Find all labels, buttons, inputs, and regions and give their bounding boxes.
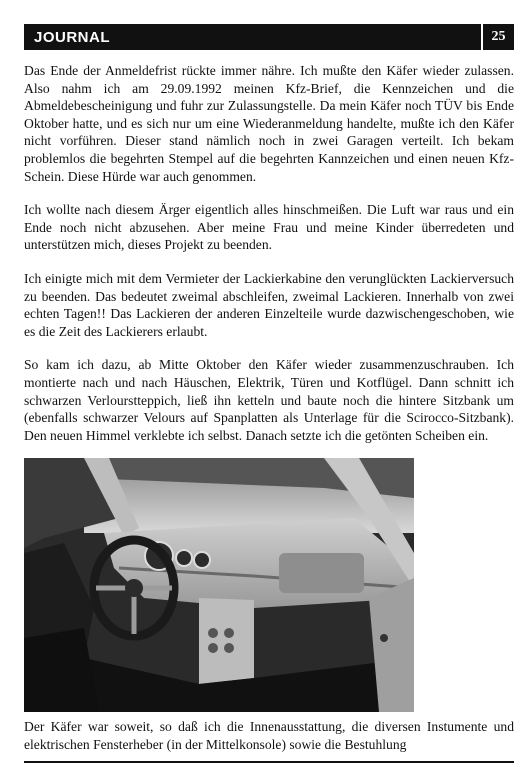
journal-title: JOURNAL <box>34 28 111 46</box>
car-interior-illustration <box>24 458 414 712</box>
paragraph: So kam ich dazu, ab Mitte Oktober den Käfer wieder zusammenzuschrauben. Ich montierte nach und nach Häuschen, Elektrik, Türen und Kotflügel. Dann schnitt ich schwarzen Verlourstteppich, ließ ihn ketteln und baute noch die hintere Sitzbank um (ebenfalls schwarzer Velours auf Spanplatten als Unterlage für die Scirocco-Sitzbank). Den neuen Himmel verklebte ich selbst. Danach setzte ich die getönten Scheiben ein. <box>24 357 514 443</box>
article-body <box>24 62 514 460</box>
car-interior-photo <box>24 458 414 712</box>
photo-caption: Der Käfer war soweit, so daß ich die Innenausstattung, die diversen Instumente und elektrischen Fensterheber (in der Mittelkonsole) sowie die Bestuhlung <box>24 719 514 752</box>
journal-header <box>24 24 481 50</box>
paragraph: Ich einigte mich mit dem Vermieter der Lackierkabine den verunglückten Lackierversuch zu beenden. Das bedeutet zweimal abschleifen, zweimal Lackieren. Innerhalb von zwei echten Tagen!! Das Lackieren der anderen Einzelteile wurde dazwischengeschoben, wie es die Zeit des Lackierers erlaubt. <box>24 270 514 339</box>
paragraph: Das Ende der Anmeldefrist rückte immer nähre. Ich mußte den Käfer wieder zulassen. Also nahm ich am 29.09.1992 meinen Kfz-Brief, die Kennzeichen und die Abmeldebescheinigung und fuhr zur Zulassungstelle. Da mein Käfer noch TÜV bis Ende Oktober hatte, und es sich nur um eine Wiederanmeldung handelte, mußte ich den Käfer nicht vorführen. Dieser stand nämlich noch in zwei Garagen verteilt. Ich bekam problemlos die begehrten Stempel auf die begehrten Kannzeichen und einen neuen Kfz-Schein. Diese Hürde war auch genommen. <box>24 63 514 184</box>
bottom-divider <box>24 761 514 763</box>
page-number: 25 <box>483 24 514 50</box>
paragraph: Ich wollte nach diesem Ärger eigentlich alles hinschmeißen. Die Luft war raus und ein Ende noch nicht abzusehen. Aber meine Frau und meine Kinder überredeten und unterstützen mich, dieses Projekt zu beenden. <box>24 202 514 253</box>
